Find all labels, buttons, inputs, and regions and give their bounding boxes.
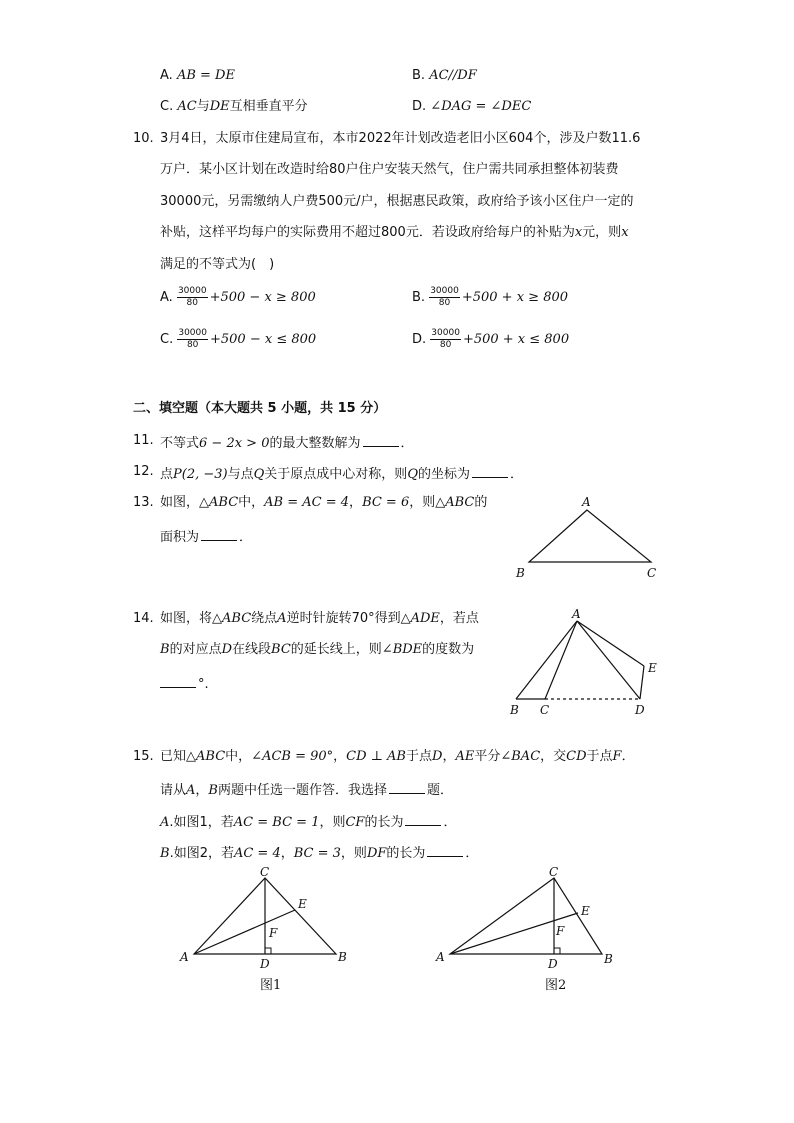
q13-figure: [505, 492, 675, 584]
q15-figure-1: [170, 862, 360, 1002]
fig1-label-a: A: [180, 950, 189, 964]
section-title-fill-in: 二、填空题（本大题共 5 小题，共 15 分）: [133, 401, 387, 416]
q12-text: 点P(2, −3)与点Q关于原点成中心对称，则Q的坐标为 ．: [160, 467, 524, 482]
fig2-label-b: B: [604, 952, 613, 966]
fig1-label-d: D: [260, 957, 270, 971]
q12-answer-blank[interactable]: [472, 465, 508, 478]
fig1-label-f: F: [269, 926, 278, 940]
q14-line-ac: [545, 621, 577, 699]
q10-option-d: D. $\frac{30000}{80}$ +500 + x ≤ 800: [412, 328, 570, 350]
q14-line-ad: [577, 621, 640, 699]
fig2-label-a: A: [436, 950, 445, 964]
q15-b-answer-blank[interactable]: [427, 844, 463, 857]
q14-label-a: A: [572, 607, 581, 621]
q13-number: 13.: [133, 495, 154, 510]
q14-label-e: E: [648, 661, 657, 675]
q9-option-d: D. ∠DAG = ∠DEC: [412, 99, 532, 114]
q14-label-c: C: [540, 703, 550, 717]
q14-line3: °.: [160, 675, 209, 691]
q10-line2: 万户．某小区计划在改造时给80户住户安装天然气，住户需共同承担整体初装费: [160, 162, 619, 177]
fig2-right-angle-mark: [554, 948, 560, 954]
q13-label-a: A: [582, 495, 591, 509]
q10-option-c: C. $\frac{30000}{80}$ +500 − x ≤ 800: [160, 328, 317, 350]
fig1-label-c: C: [260, 865, 270, 879]
q10-option-a: A. $\frac{30000}{80}$ +500 − x ≥ 800: [160, 286, 316, 308]
q15-line3: A.如图1，若AC = BC = 1，则CF的长为 ．: [160, 815, 457, 830]
q10-line1: 3月4日，太原市住建局宣布，本市2022年计划改造老旧小区604个，涉及户数11.6: [160, 131, 641, 146]
q14-line-ae: [577, 621, 644, 666]
q15-line1: 已知△ABC中，∠ACB = 90°，CD ⊥ AB于点D，AE平分∠BAC，交CD于点F．: [160, 749, 635, 764]
q15-number: 15.: [133, 749, 154, 764]
fig1-label-e: E: [298, 897, 307, 911]
q11-number: 11.: [133, 433, 154, 448]
q13-line2: 面积为 ．: [160, 530, 253, 545]
q14-label-d: D: [635, 703, 645, 717]
fig1-caption: 图1: [260, 978, 282, 993]
q13-line1: 如图，△ABC中，AB = AC = 4，BC = 6，则△ABC的: [160, 495, 488, 510]
q14-line2: B的对应点D在线段BC的延长线上，则∠BDE的度数为: [160, 642, 475, 657]
q13-triangle-abc: [529, 510, 651, 562]
q14-label-b: B: [510, 703, 519, 717]
q14-line-ed: [640, 666, 644, 699]
q15-choice-blank[interactable]: [389, 781, 425, 794]
q13-label-c: C: [647, 566, 657, 580]
fig2-label-f: F: [556, 924, 565, 938]
q14-line1: 如图，将△ABC绕点A逆时针旋转70°得到△ADE，若点: [160, 611, 479, 626]
q14-answer-blank[interactable]: [160, 675, 196, 688]
q10-option-b: B. $\frac{30000}{80}$ +500 + x ≥ 800: [412, 286, 569, 308]
fig2-triangle-abc: [450, 878, 602, 954]
q13-label-b: B: [516, 566, 525, 580]
q14-figure: [500, 606, 670, 722]
fig1-label-b: B: [338, 950, 347, 964]
q12-number: 12.: [133, 464, 154, 479]
q9-option-b: B. AC//DF: [412, 68, 477, 83]
q14-number: 14.: [133, 611, 154, 626]
fig2-label-d: D: [548, 957, 558, 971]
q15-line4: B.如图2，若AC = 4，BC = 3，则DF的长为 ．: [160, 846, 479, 861]
q15-line2: 请从A，B两题中任选一题作答．我选择 题．: [160, 783, 454, 798]
q15-figure-2: [430, 862, 620, 1002]
q13-answer-blank[interactable]: [201, 528, 237, 541]
fig1-line-ae: [194, 910, 295, 954]
q14-line-ab: [516, 621, 577, 699]
fig1-right-angle-mark: [265, 948, 271, 954]
q10-line5: 满足的不等式为( ): [160, 257, 275, 272]
q11-answer-blank[interactable]: [363, 434, 399, 447]
fig2-label-c: C: [549, 865, 559, 879]
q15-a-answer-blank[interactable]: [405, 813, 441, 826]
fig2-label-e: E: [581, 904, 590, 918]
q10-line4: 补贴，这样平均每户的实际费用不超过800元．若设政府给每户的补贴为x元，则x: [160, 225, 629, 240]
q9-option-a: A. AB = DE: [160, 68, 235, 83]
q11-text: 不等式6 − 2x > 0的最大整数解为 ．: [160, 436, 414, 451]
q10-number: 10.: [133, 131, 154, 146]
q9-option-c: C. AC与DE互相垂直平分: [160, 99, 308, 114]
q10-line3: 30000元，另需缴纳人户费500元/户，根据惠民政策，政府给予该小区住户一定的: [160, 194, 634, 209]
fig2-caption: 图2: [545, 978, 567, 993]
